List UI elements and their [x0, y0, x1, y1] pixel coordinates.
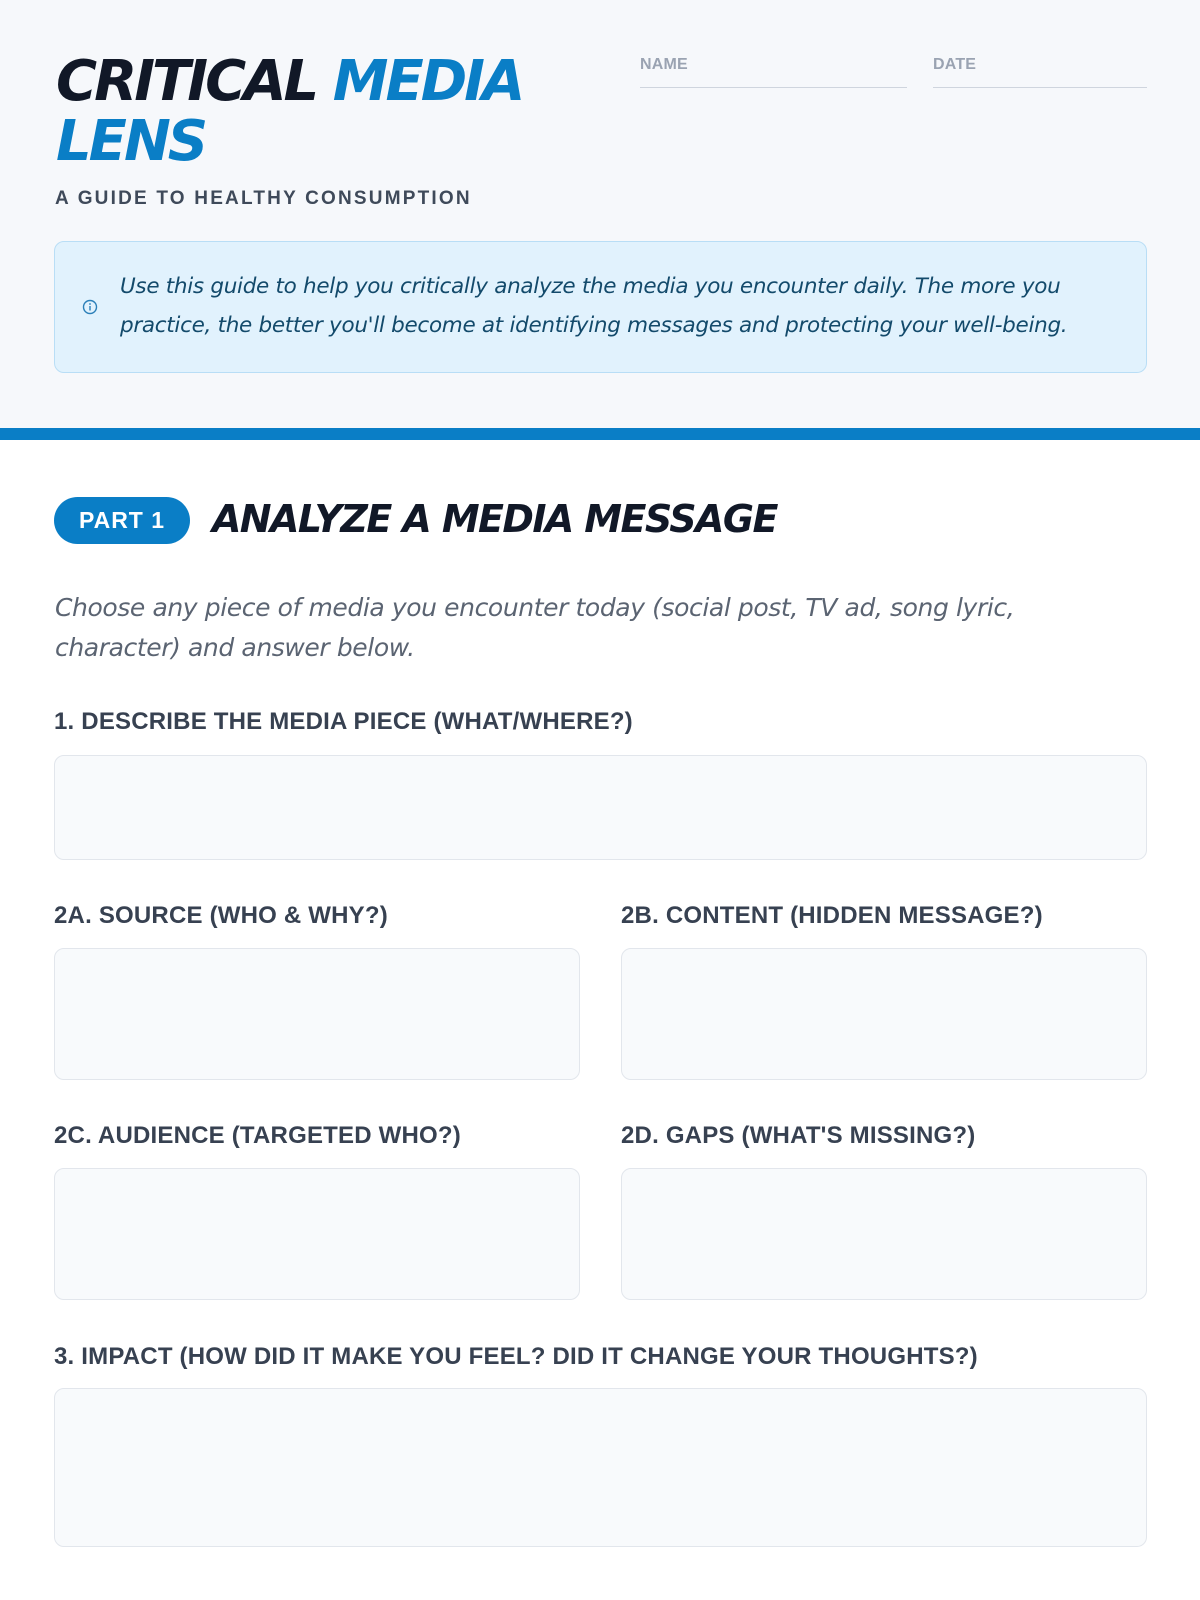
question-1-answer-box[interactable]	[54, 755, 1147, 860]
date-field[interactable]	[933, 56, 1147, 88]
section-title: ANALYZE A MEDIA MESSAGE	[212, 497, 777, 541]
question-2a-label: 2A. SOURCE (WHO & WHY?)	[54, 902, 388, 929]
question-1-label: 1. DESCRIBE THE MEDIA PIECE (WHAT/WHERE?)	[54, 708, 633, 735]
title-word-lens: LENS	[56, 109, 206, 174]
info-icon	[82, 299, 98, 315]
name-label: NAME	[640, 56, 688, 73]
question-2d-answer-box[interactable]	[621, 1168, 1147, 1300]
info-text: Use this guide to help you critically analyze the media you encounter daily. The more you practice, the better you'll become at identifying messages and protecting your well-being.	[120, 274, 1068, 338]
worksheet-title	[56, 49, 616, 174]
question-3-label: 3. IMPACT (HOW DID IT MAKE YOU FEEL? DID IT CHANGE YOUR THOUGHTS?)	[54, 1343, 978, 1370]
question-3-answer-box[interactable]	[54, 1388, 1147, 1547]
title-word-media: MEDIA	[332, 49, 523, 114]
info-callout	[54, 241, 1147, 373]
question-2c-answer-box[interactable]	[54, 1168, 580, 1300]
worksheet-subtitle: A GUIDE TO HEALTHY CONSUMPTION	[55, 188, 472, 209]
date-label: DATE	[933, 56, 977, 73]
part-badge: PART 1	[54, 497, 190, 544]
question-2b-label: 2B. CONTENT (HIDDEN MESSAGE?)	[621, 902, 1043, 929]
name-field[interactable]	[640, 56, 907, 88]
section-instructions: Choose any piece of media you encounter today (social post, TV ad, song lyric, character) and answer below.	[55, 593, 1015, 662]
question-2d-label: 2D. GAPS (WHAT'S MISSING?)	[621, 1122, 976, 1149]
header-divider-bar	[0, 428, 1200, 440]
question-2a-answer-box[interactable]	[54, 948, 580, 1080]
question-2c-label: 2C. AUDIENCE (TARGETED WHO?)	[54, 1122, 461, 1149]
question-2b-answer-box[interactable]	[621, 948, 1147, 1080]
title-word-critical: CRITICAL	[56, 49, 317, 114]
